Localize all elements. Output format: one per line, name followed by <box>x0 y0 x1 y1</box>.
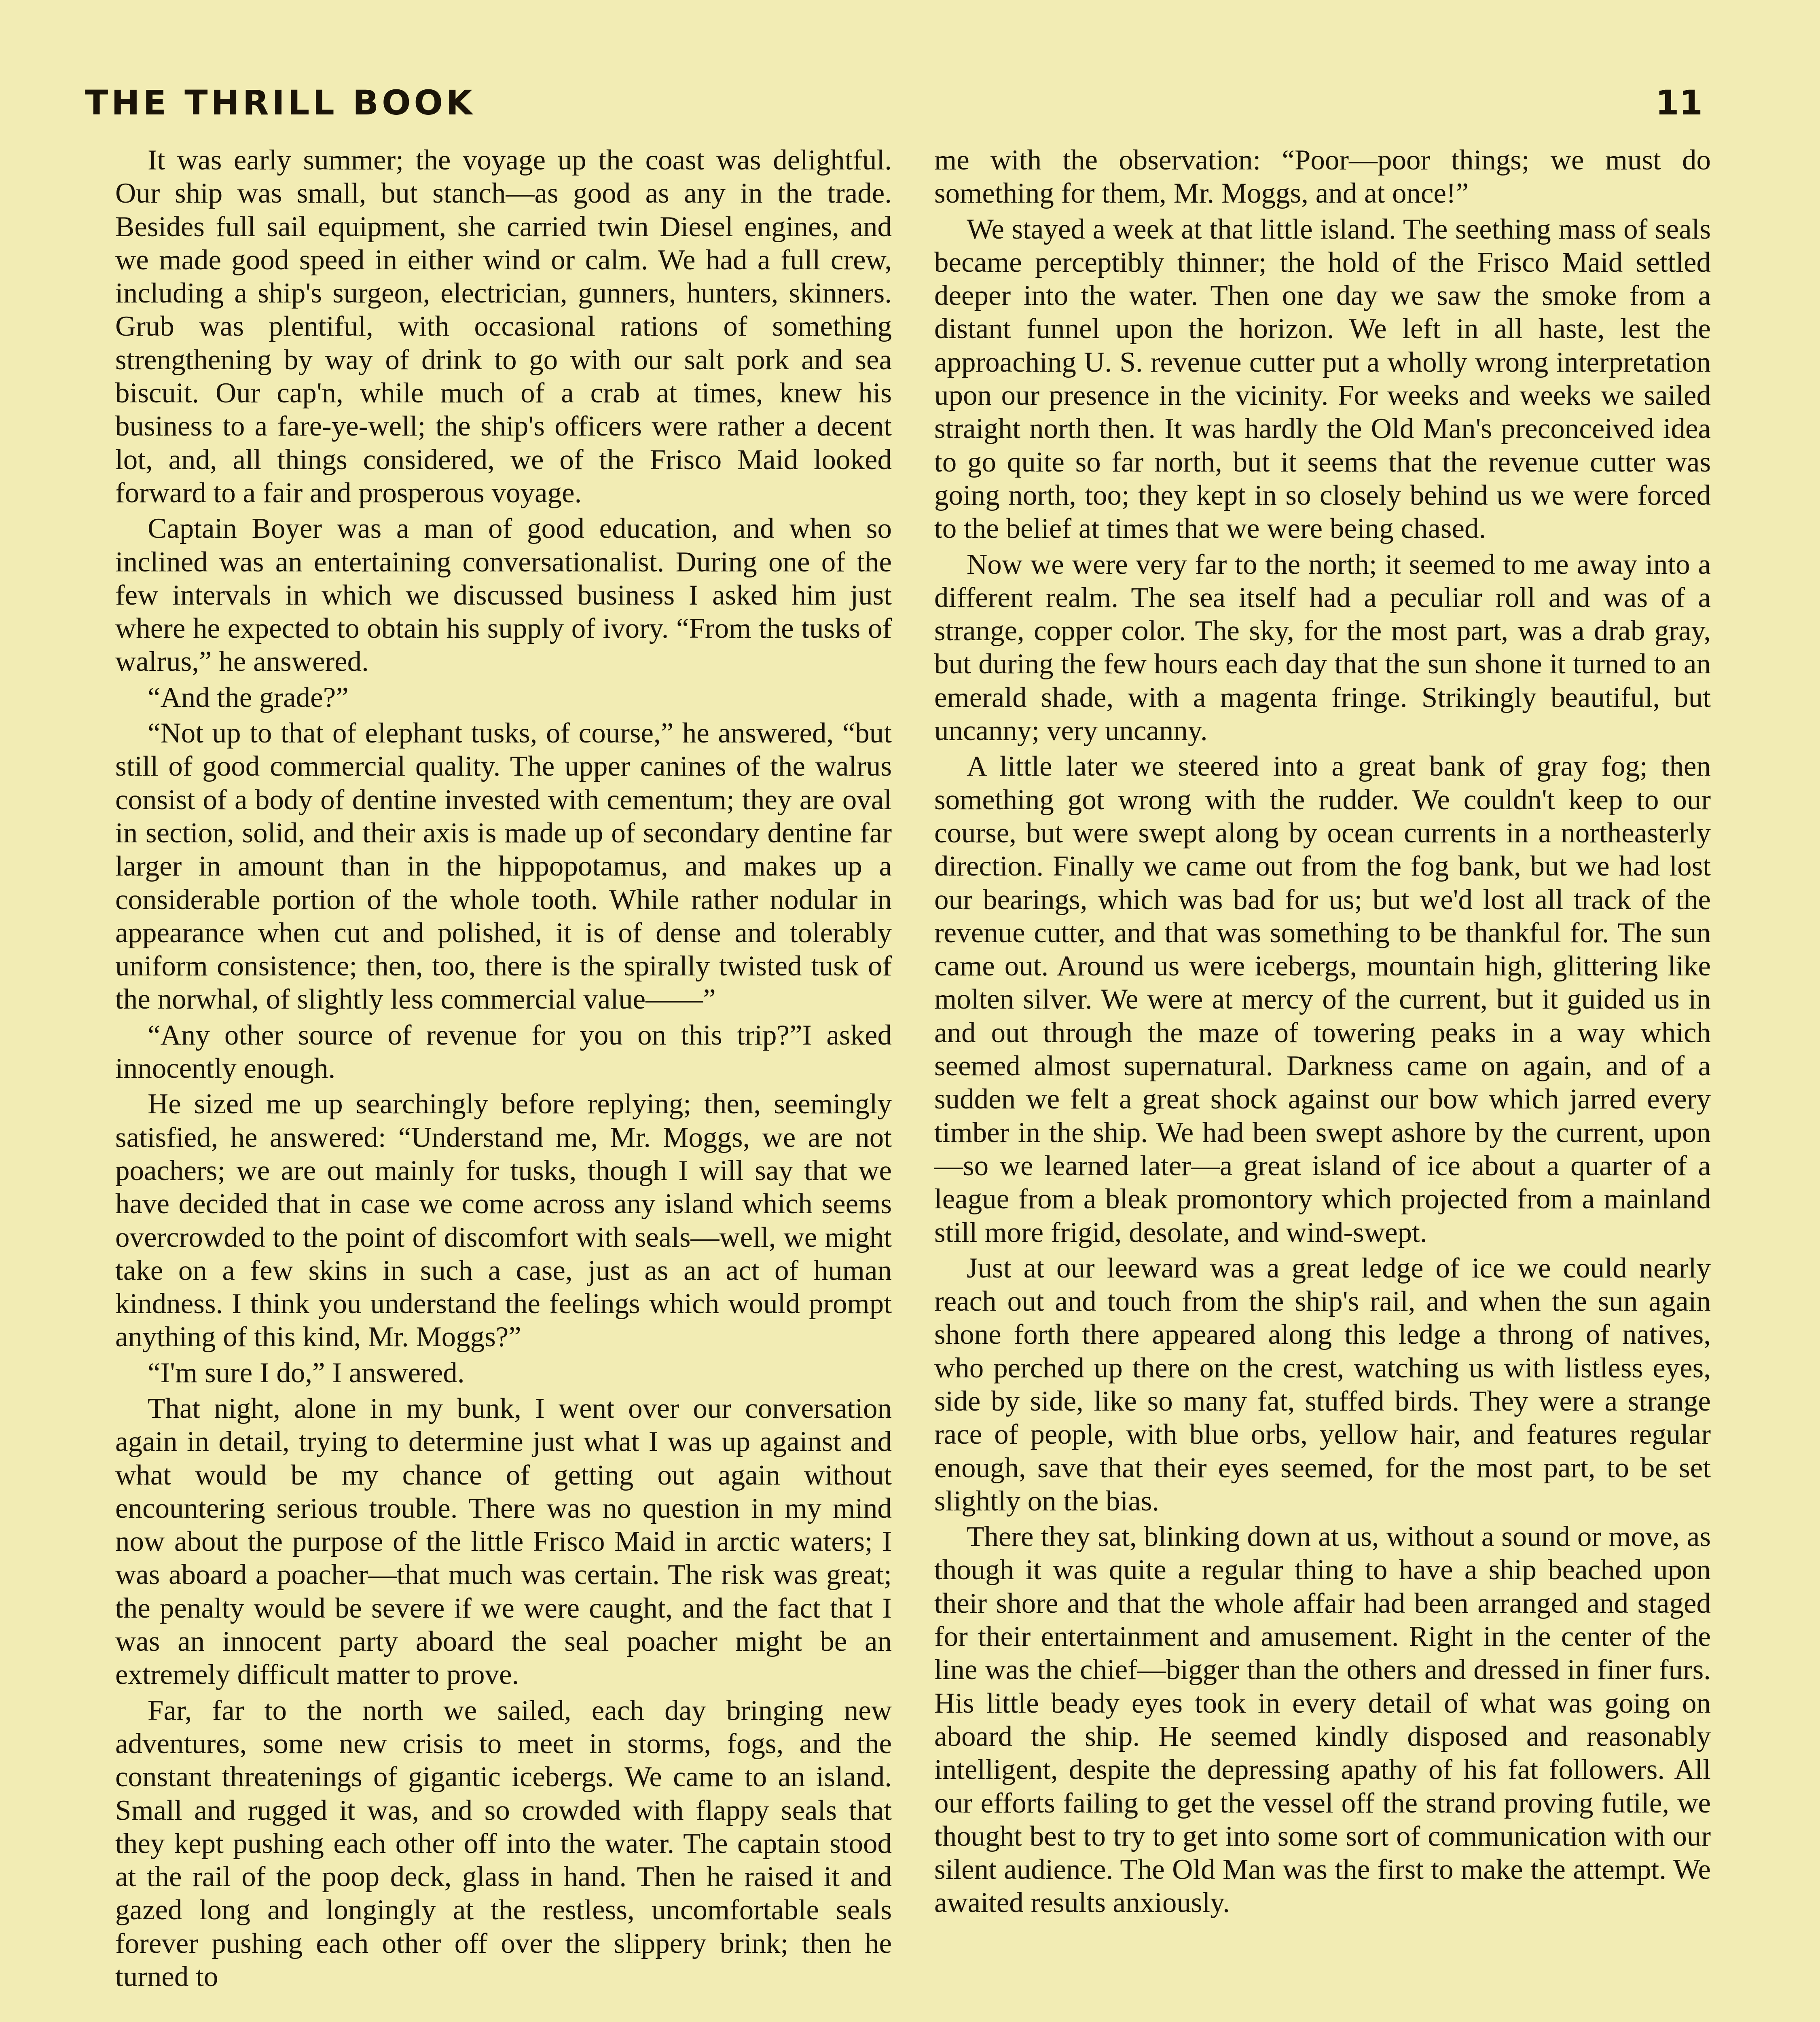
paragraph: Now we were very far to the north; it seemed to me away into a different realm. The sea itself had a peculiar roll and was of a strange, copper color. The sky, for the most part, was a drab gray, but during the few hours each day that the sun shone it turned to an emerald shade, with a magenta fringe. Strikingly beautiful, but uncanny; very uncanny. <box>934 548 1711 747</box>
running-head: THE THRILL BOOK <box>85 83 476 123</box>
page-header <box>85 83 1703 131</box>
paragraph: Captain Boyer was a man of good education, and when so inclined was an entertaining conversationalist. During one of the few intervals in which we discussed business I asked him just where he expected to obtain his supply of ivory. “From the tusks of walrus,” he answered. <box>115 513 892 678</box>
text-column-right <box>934 144 1711 1920</box>
paragraph: “Not up to that of elephant tusks, of course,” he answered, “but still of good commercial quality. The upper canines of the walrus consist of a body of dentine invested with cementum; they are oval in section, solid, and their axis is made up of secondary dentine far larger in amount than in the hippopotamus, and makes up a considerable portion of the whole tooth. While rather nodular in appearance when cut and polished, it is of dense and tolerably uniform consistence; then, too, there is the spirally twisted tusk of the norwhal, of slightly less commercial value——” <box>115 717 892 1015</box>
text-column-left <box>115 144 892 1993</box>
paragraph: Just at our leeward was a great ledge of ice we could nearly reach out and touch from the ship's rail, and when the sun again shone forth there appeared along this ledge a throng of natives, who perched up there on the crest, watching us with listless eyes, side by side, like so many fat, stuffed birds. They were a strange race of people, with blue orbs, yellow hair, and features regular enough, save that their eyes seemed, for the most part, to be set slightly on the bias. <box>934 1252 1711 1517</box>
paragraph: That night, alone in my bunk, I went over our conversation again in detail, trying to determine just what I was up against and what would be my chance of getting out again without encountering serious trouble. There was no question in my mind now about the purpose of the little Frisco Maid in arctic waters; I was aboard a poacher—that much was certain. The risk was great; the penalty would be severe if we were caught, and the fact that I was an innocent party aboard the seal poacher might be an extremely difficult matter to prove. <box>115 1392 892 1691</box>
paragraph: “And the grade?” <box>148 681 349 713</box>
paragraph: Far, far to the north we sailed, each day bringing new adventures, some new crisis to meet in storms, fogs, and the constant threatenings of gigantic icebergs. We came to an island. Small and rugged it was, and so crowded with flappy seals that they kept pushing each other off into the water. The captain stood at the rail of the poop deck, glass in hand. Then he raised it and gazed long and longingly at the restless, uncomfortable seals forever pushing each other off over the slippery brink; then he turned to <box>115 1694 892 1993</box>
paragraph: “I'm sure I do,” I answered. <box>148 1357 465 1389</box>
page-number: 11 <box>1655 83 1703 123</box>
paragraph: A little later we steered into a great bank of gray fog; then something got wrong with the rudder. We couldn't keep to our course, but were swept along by ocean currents in a northeasterly direction. Finally we came out from the fog bank, but we had lost our bearings, which was bad for us; but we'd lost all track of the revenue cutter, and that was something to be thankful for. The sun came out. Around us were icebergs, mountain high, glittering like molten silver. We were at mercy of the current, but it guided us in and out through the maze of towering peaks in a way which seemed almost supernatural. Darkness came on again, and of a sudden we felt a great shock against our bow which jarred every timber in the ship. We had been swept ashore by the current, upon—so we learned later—a great island of ice about a quarter of a league from a bleak promontory which projected from a mainland still more frigid, desolate, and wind-swept. <box>934 751 1711 1248</box>
paragraph: “Any other source of revenue for you on this trip?”I asked innocently enough. <box>115 1019 892 1085</box>
paragraph: We stayed a week at that little island. The seething mass of seals became perceptibly thinner; the hold of the Frisco Maid settled deeper into the water. Then one day we saw the smoke from a distant funnel upon the horizon. We left in all haste, lest the approaching U. S. revenue cutter put a wholly wrong interpretation upon our presence in the vicinity. For weeks and weeks we sailed straight north then. It was hardly the Old Man's preconceived idea to go quite so far north, but it seems that the revenue cutter was going north, too; they kept in so closely behind us we were forced to the belief at times that we were being chased. <box>934 213 1711 545</box>
paragraph: There they sat, blinking down at us, without a sound or move, as though it was quite a regular thing to have a ship beached upon their shore and that the whole affair had been arranged and staged for their entertainment and amusement. Right in the center of the line was the chief—bigger than the others and dressed in finer furs. His little beady eyes took in every detail of what was going on aboard the ship. He seemed kindly disposed and reasonably intelligent, despite the depressing apathy of his fat followers. All our efforts failing to get the vessel off the strand proving futile, we thought best to try to get into some sort of communication with our silent audience. The Old Man was the first to make the attempt. We awaited results anxiously. <box>934 1521 1711 1919</box>
paragraph: He sized me up searchingly before replying; then, seemingly satisfied, he answered: “Understand me, Mr. Moggs, we are not poachers; we are out mainly for tusks, though I will say that we have decided that in case we come across any island which seems overcrowded to the point of discomfort with seals—well, we might take on a few skins in such a case, just as an act of human kindness. I think you understand the feelings which would prompt anything of this kind, Mr. Moggs?” <box>115 1088 892 1353</box>
paragraph-continued: me with the observation: “Poor—poor things; we must do something for them, Mr. Moggs, and at once!” <box>934 144 1711 209</box>
paragraph: It was early summer; the voyage up the coast was delightful. Our ship was small, but stanch—as good as any in the trade. Besides full sail equipment, she carried twin Diesel engines, and we made good speed in either wind or calm. We had a full crew, including a ship's surgeon, electrician, gunners, hunters, skinners. Grub was plentiful, with occasional rations of something strengthening by way of drink to go with our salt pork and sea biscuit. Our cap'n, while much of a crab at times, knew his business to a fare-ye-well; the ship's officers were rather a decent lot, and, all things considered, we of the Frisco Maid looked forward to a fair and prosperous voyage. <box>115 144 892 509</box>
